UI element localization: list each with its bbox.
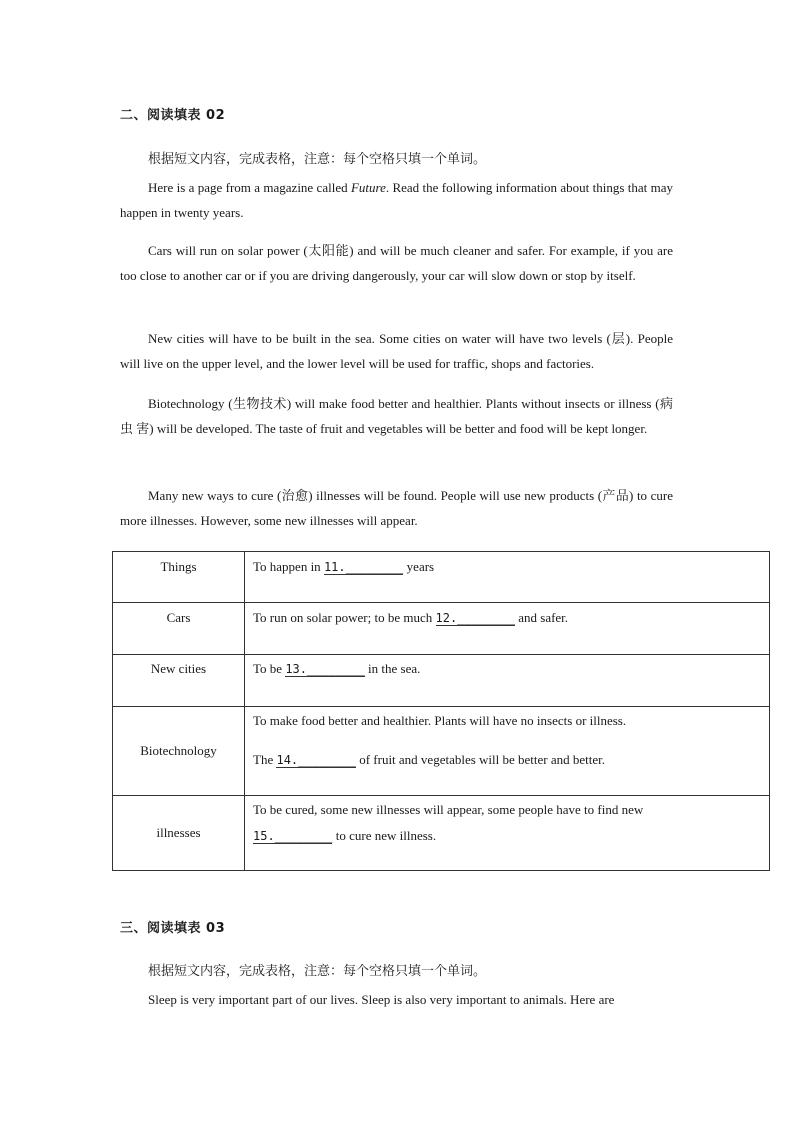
row-content xyxy=(245,603,770,655)
row-content-line xyxy=(253,552,769,580)
answer-blank-11[interactable]: 11.________ xyxy=(323,560,404,574)
row-label xyxy=(113,603,245,655)
row-label xyxy=(113,552,245,603)
answer-blank-14[interactable]: 14.________ xyxy=(276,753,356,767)
content-before: To happen in xyxy=(253,559,324,574)
row-label-text: Biotechnology xyxy=(140,743,217,758)
row-content-line xyxy=(253,734,769,773)
row-content-line: To be cured, some new illnesses will appear, some people have to find new xyxy=(253,802,644,817)
row-label xyxy=(113,796,245,871)
paragraph-biotech: Biotechnology (生物技术) will make food better and healthier. Plants without insects or illness (病虫 害) will be developed. The taste of fruit and vegetables will be better and food will be kept longer. xyxy=(120,396,673,436)
row-label-text: Things xyxy=(160,559,197,574)
table-row xyxy=(113,796,770,871)
row-content xyxy=(245,552,770,603)
paragraph-intro xyxy=(120,175,673,225)
magazine-name: Future xyxy=(350,180,386,195)
row-content-line xyxy=(253,603,769,631)
row-label-text: New cities xyxy=(150,661,207,676)
answer-blank-15[interactable]: 15.________ xyxy=(253,829,333,843)
row-label xyxy=(113,655,245,707)
table-row xyxy=(113,603,770,655)
paragraph-cars: Cars will run on solar power (太阳能) and will be much cleaner and safer. For example, if you are too close to another car or if you are driving dangerously, your car will slow down or stop by itself. xyxy=(120,243,673,283)
content-after: to cure new illness. xyxy=(332,828,437,843)
content-before: To run on solar power; to be much xyxy=(253,610,436,625)
section-2-title: 二、阅读填表 02 xyxy=(120,108,226,123)
row-content-line: To make food better and healthier. Plants will have no insects or illness. xyxy=(253,713,627,728)
row-label-text: Cars xyxy=(166,610,191,625)
content-before: To be xyxy=(253,661,286,676)
paragraph-intro-start: Here is a page from a magazine called xyxy=(148,180,351,195)
content-after: in the sea. xyxy=(364,661,421,676)
content-after: years xyxy=(403,559,435,574)
content-after: and safer. xyxy=(514,610,569,625)
table-row xyxy=(113,552,770,603)
row-content xyxy=(245,707,770,796)
table-row xyxy=(113,707,770,796)
answer-blank-13[interactable]: 13.________ xyxy=(285,662,365,676)
section-3-title: 三、阅读填表 03 xyxy=(120,921,226,936)
paragraph-illnesses: Many new ways to cure (治愈) illnesses will be found. People will use new products (产品) to cure more illnesses. However, some new illnesses will appear. xyxy=(120,488,673,528)
row-content xyxy=(245,796,770,871)
row-content-line xyxy=(253,823,769,849)
table-row xyxy=(113,655,770,707)
row-content-line xyxy=(253,655,769,682)
paragraph-cities: New cities will have to be built in the sea. Some cities on water will have two levels (层). People will live on the upper level, and the lower level will be used for traffic, shops and factories. xyxy=(120,331,673,371)
fill-in-table xyxy=(112,551,770,871)
row-label xyxy=(113,707,245,796)
section-3-instruction: 根据短文内容，完成表格，注意：每个空格只填一个单词。 xyxy=(148,964,487,979)
row-content xyxy=(245,655,770,707)
paragraph-sleep: Sleep is very important part of our lives. Sleep is also very important to animals. Here are xyxy=(148,992,615,1007)
paragraph-intro-end: . Read the following information about things that may happen in twenty years. xyxy=(120,180,673,220)
row-label-text: illnesses xyxy=(156,825,201,840)
content-after: of fruit and vegetables will be better and better. xyxy=(355,752,606,767)
answer-blank-12[interactable]: 12.________ xyxy=(435,611,515,625)
content-before: The xyxy=(253,752,277,767)
section-2-instruction: 根据短文内容，完成表格，注意：每个空格只填一个单词。 xyxy=(148,152,487,167)
